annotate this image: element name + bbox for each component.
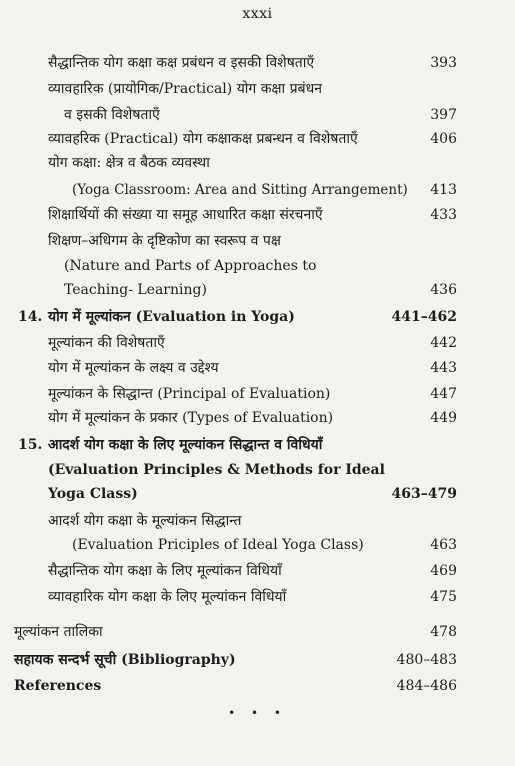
chapter-pages: 441–462	[391, 309, 457, 325]
entry-title: (Evaluation Priciples of Ideal Yoga Class)	[72, 537, 364, 553]
toc-entry	[0, 619, 515, 645]
entry-page: 433	[430, 207, 457, 223]
entry-title: सहायक सन्दर्भ सूची (Bibliography)	[14, 652, 236, 668]
entry-page: 397	[430, 107, 457, 123]
toc-entry	[0, 253, 515, 279]
toc-entry	[0, 102, 515, 128]
entry-title: योग में मूल्यांकन के प्रकार (Types of Evaluation)	[48, 410, 334, 426]
entry-title: व्यावहारिक योग कक्षा के लिए मूल्यांकन विधियाँ	[48, 589, 287, 605]
chapter-title: आदर्श योग कक्षा के लिए मूल्यांकन सिद्धान्त व विधियाँ	[48, 437, 323, 453]
entry-page: 480–483	[396, 652, 457, 668]
entry-title: (Yoga Classroom: Area and Sitting Arrangement)	[72, 182, 408, 198]
toc-entry	[0, 584, 515, 610]
toc-entry	[0, 647, 515, 673]
chapter-heading	[0, 481, 515, 507]
chapter-heading	[0, 432, 515, 458]
entry-title: मूल्यांकन के सिद्धान्त (Principal of Evaluation)	[48, 386, 331, 402]
section-end-ornament: • • •	[228, 706, 287, 720]
toc-entry	[0, 532, 515, 558]
chapter-number: 15.	[18, 437, 43, 453]
entry-title: सैद्धान्तिक योग कक्षा कक्ष प्रबंधन व इसकी विशेषताएँ	[48, 55, 315, 71]
toc-entry	[0, 50, 515, 76]
toc-entry	[0, 355, 515, 381]
entry-title: शिक्षण–अधिगम के दृष्टिकोण का स्वरूप व पक्ष	[48, 233, 281, 249]
entry-page: 475	[430, 589, 457, 605]
entry-title: योग में मूल्यांकन के लक्ष्य व उद्देश्य	[48, 360, 219, 376]
chapter-number: 14.	[18, 309, 43, 325]
toc-entry	[0, 405, 515, 431]
entry-page: 449	[430, 410, 457, 426]
toc-entry	[0, 150, 515, 176]
chapter-title: योग में मूल्यांकन (Evaluation in Yoga)	[48, 309, 295, 325]
toc-entry	[0, 673, 515, 699]
toc-entry	[0, 76, 515, 102]
toc-entry	[0, 508, 515, 534]
entry-title: Teaching- Learning)	[64, 282, 207, 298]
entry-page: 469	[430, 563, 457, 579]
page-number: xxxi	[242, 6, 273, 22]
entry-title: व्यावहरिक (Practical) योग कक्षाकक्ष प्रबन्धन व विशेषताएँ	[48, 131, 358, 147]
entry-page: 443	[430, 360, 457, 376]
entry-page: 478	[430, 624, 457, 640]
toc-entry	[0, 277, 515, 303]
toc-entry	[0, 330, 515, 356]
chapter-pages: 463–479	[391, 486, 457, 502]
entry-title: References	[14, 678, 102, 694]
entry-title: व इसकी विशेषताएँ	[64, 107, 160, 123]
chapter-heading	[0, 457, 515, 483]
toc-entry	[0, 381, 515, 407]
entry-page: 413	[430, 182, 457, 198]
toc-entry	[0, 558, 515, 584]
entry-title: मूल्यांकन की विशेषताएँ	[48, 335, 165, 351]
entry-page: 463	[430, 537, 457, 553]
entry-title: मूल्यांकन तालिका	[14, 624, 103, 640]
entry-title: व्यावहारिक (प्रायोगिक/Practical) योग कक्षा प्रबंधन	[48, 81, 322, 97]
toc-entry	[0, 202, 515, 228]
entry-title: सैद्धान्तिक योग कक्षा के लिए मूल्यांकन विधियाँ	[48, 563, 282, 579]
entry-page: 406	[430, 131, 457, 147]
entry-page: 484–486	[396, 678, 457, 694]
entry-page: 393	[430, 55, 457, 71]
entry-title: (Nature and Parts of Approaches to	[64, 258, 317, 274]
toc-entry	[0, 126, 515, 152]
entry-page: 447	[430, 386, 457, 402]
entry-title: योग कक्षा: क्षेत्र व बैठक व्यवस्था	[48, 155, 210, 171]
toc-entry	[0, 228, 515, 254]
toc-entry	[0, 177, 515, 203]
entry-title: शिक्षार्थियों की संख्या या समूह आधारित कक्षा संरचनाएँ	[48, 207, 323, 223]
chapter-title: (Evaluation Principles & Methods for Ideal	[48, 462, 385, 478]
entry-title: आदर्श योग कक्षा के मूल्यांकन सिद्धान्त	[48, 513, 242, 529]
entry-page: 442	[430, 335, 457, 351]
chapter-title: Yoga Class)	[48, 486, 138, 502]
chapter-heading	[0, 304, 515, 330]
entry-page: 436	[430, 282, 457, 298]
